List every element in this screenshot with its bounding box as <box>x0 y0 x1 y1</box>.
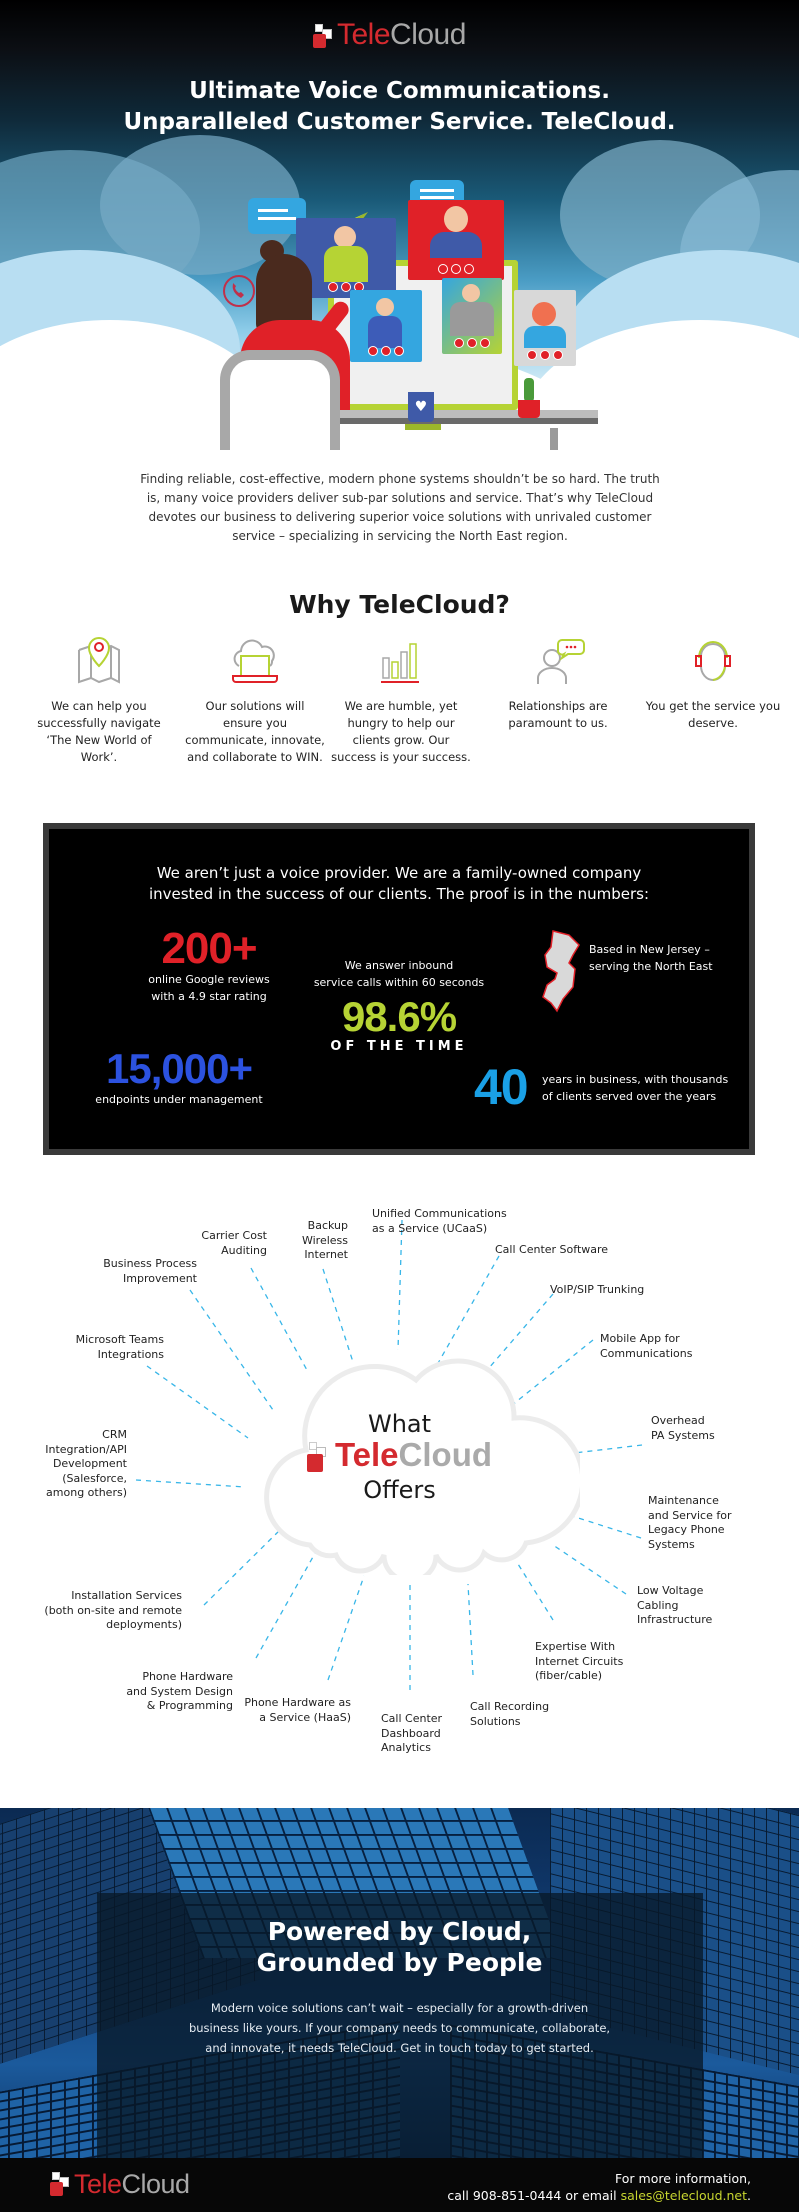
cloud-laptop-icon <box>227 636 283 686</box>
stat-value: 98.6% <box>341 993 457 1040</box>
stat-caption: years in business, with thousands of clients served over the years <box>542 1073 729 1103</box>
stats-panel <box>43 823 755 1155</box>
why-item-communicate <box>185 636 325 766</box>
service-backup-wireless: Backup Wireless Internet <box>301 1219 348 1261</box>
video-tile <box>514 290 576 366</box>
logo-mark-icon <box>307 1442 333 1472</box>
cta-body: Modern voice solutions can’t wait – especially for a growth-driven business like yours. If your company needs to communicate, collaborate, and innovate, it needs TeleCloud. Get in touch today to get started. <box>188 2001 611 2055</box>
plant-pot <box>518 400 540 418</box>
desk-leg <box>550 428 558 450</box>
stat-value: 15,000+ <box>106 1045 252 1092</box>
offers-title-brand: Tele Cloud <box>307 1438 492 1472</box>
video-tile <box>408 200 504 280</box>
phone-link[interactable]: 908-851-0444 <box>472 2188 562 2203</box>
why-item-service <box>643 636 783 732</box>
service-mobile-app: Mobile App for Communications <box>600 1332 693 1360</box>
service-business-process: Business Process Improvement <box>103 1257 197 1285</box>
stat-value: 40 <box>474 1059 528 1115</box>
stat-answer-rate <box>299 957 499 1054</box>
headset-agent-icon <box>685 636 741 686</box>
stat-caption: Based in New Jersey – serving the North East <box>589 943 713 973</box>
why-item-navigate <box>29 636 169 766</box>
video-conference-illustration <box>220 170 600 450</box>
service-installation: Installation Services (both on-site and remote deployments) <box>44 1589 182 1631</box>
stats-heading: We aren’t just a voice provider. We are a family-owned company invested in the success of our clients. The proof is in the numbers: <box>148 864 650 903</box>
email-link[interactable]: sales@telecloud.net <box>620 2188 748 2203</box>
service-crm-api: CRM Integration/API Development (Salesforce, among others) <box>45 1428 127 1499</box>
offers-title: What Tele Cloud Offers <box>0 1410 799 1504</box>
logo-mark-icon <box>50 2172 72 2198</box>
service-internet-circuits: Expertise With Internet Circuits (fiber/cable) <box>535 1640 624 1682</box>
phone-call-icon <box>222 274 256 308</box>
video-tile <box>350 290 422 362</box>
stat-caption: online Google reviews with a 4.9 star rating <box>148 973 270 1003</box>
intro-paragraph: Finding reliable, cost-effective, modern phone systems shouldn’t be so hard. The truth is, many voice providers deliver sub-par solutions and service. That’s why TeleCloud devotes our business to delivering superior voice solutions with unrivaled customer service – specializing in servicing the North East region. <box>140 472 660 543</box>
stat-endpoints <box>79 1047 279 1108</box>
logo-wordmark: TeleCloud <box>74 2169 190 2199</box>
logo-mark-icon <box>313 24 335 50</box>
why-item-text: Relationships are paramount to us. <box>508 699 608 730</box>
why-title: Why TeleCloud? <box>289 590 510 619</box>
stat-google-reviews <box>119 924 299 1005</box>
service-hardware-design: Phone Hardware and System Design & Programming <box>126 1670 233 1712</box>
logo-wordmark: TeleCloud <box>337 18 466 51</box>
desk <box>330 410 598 424</box>
stat-caption: We answer inbound service calls within 60 seconds <box>313 959 485 989</box>
service-dashboard-analytics: Call Center Dashboard Analytics <box>381 1712 443 1754</box>
hero-section <box>0 0 799 450</box>
why-item-text: Our solutions will ensure you communicate, innovate, and collaborate to WIN. <box>185 699 325 764</box>
growth-bars-icon <box>373 636 429 686</box>
why-item-text: You get the service you deserve. <box>645 699 781 730</box>
telecloud-logo[interactable] <box>313 20 466 50</box>
stat-suffix: OF THE TIME <box>330 1039 468 1054</box>
offers-section <box>0 1170 799 1770</box>
footer-telecloud-logo[interactable] <box>50 2170 190 2198</box>
heart-mug: ♥ <box>408 392 434 422</box>
map-pin-icon <box>71 636 127 686</box>
service-call-recording: Call Recording Solutions <box>470 1700 550 1728</box>
why-item-relationships <box>488 636 628 732</box>
cta-section <box>0 1808 799 2174</box>
stat-years <box>474 1061 754 1121</box>
service-low-voltage-cabling: Low Voltage Cabling Infrastructure <box>637 1584 713 1626</box>
service-call-center-software: Call Center Software <box>495 1243 609 1256</box>
chair <box>220 350 340 450</box>
footer <box>0 2158 799 2212</box>
why-item-humble <box>331 636 471 766</box>
service-ucaas: Unified Communications as a Service (UCaaS) <box>372 1207 507 1235</box>
contact-info: For more information, call 908-851-0444 or email sales@telecloud.net. <box>447 2171 751 2203</box>
stat-value: 200+ <box>161 924 257 973</box>
hero-title: Ultimate Voice Communications. Unparalleled Customer Service. TeleCloud. <box>123 78 676 135</box>
cta-title: Powered by Cloud, Grounded by People <box>256 1917 543 1977</box>
service-haas: Phone Hardware as a Service (HaaS) <box>244 1696 351 1724</box>
person-chat-icon <box>530 636 586 686</box>
why-item-text: We can help you successfully navigate ‘The New World of Work’. <box>37 699 161 764</box>
cactus-plant <box>524 378 534 402</box>
stat-location <box>539 929 759 1019</box>
why-item-text: We are humble, yet hungry to help our clients grow. Our success is your success. <box>331 699 471 764</box>
video-tile <box>442 278 502 354</box>
service-carrier-cost: Carrier Cost Auditing <box>201 1229 267 1257</box>
stat-caption: endpoints under management <box>95 1093 263 1106</box>
new-jersey-map-icon <box>539 929 585 1013</box>
service-voip-sip-trunking: VoIP/SIP Trunking <box>550 1283 645 1296</box>
service-ms-teams: Microsoft Teams Integrations <box>75 1333 164 1361</box>
service-legacy-maintenance: Maintenance and Service for Legacy Phone Systems <box>648 1494 732 1551</box>
service-overhead-pa: Overhead PA Systems <box>651 1414 715 1442</box>
